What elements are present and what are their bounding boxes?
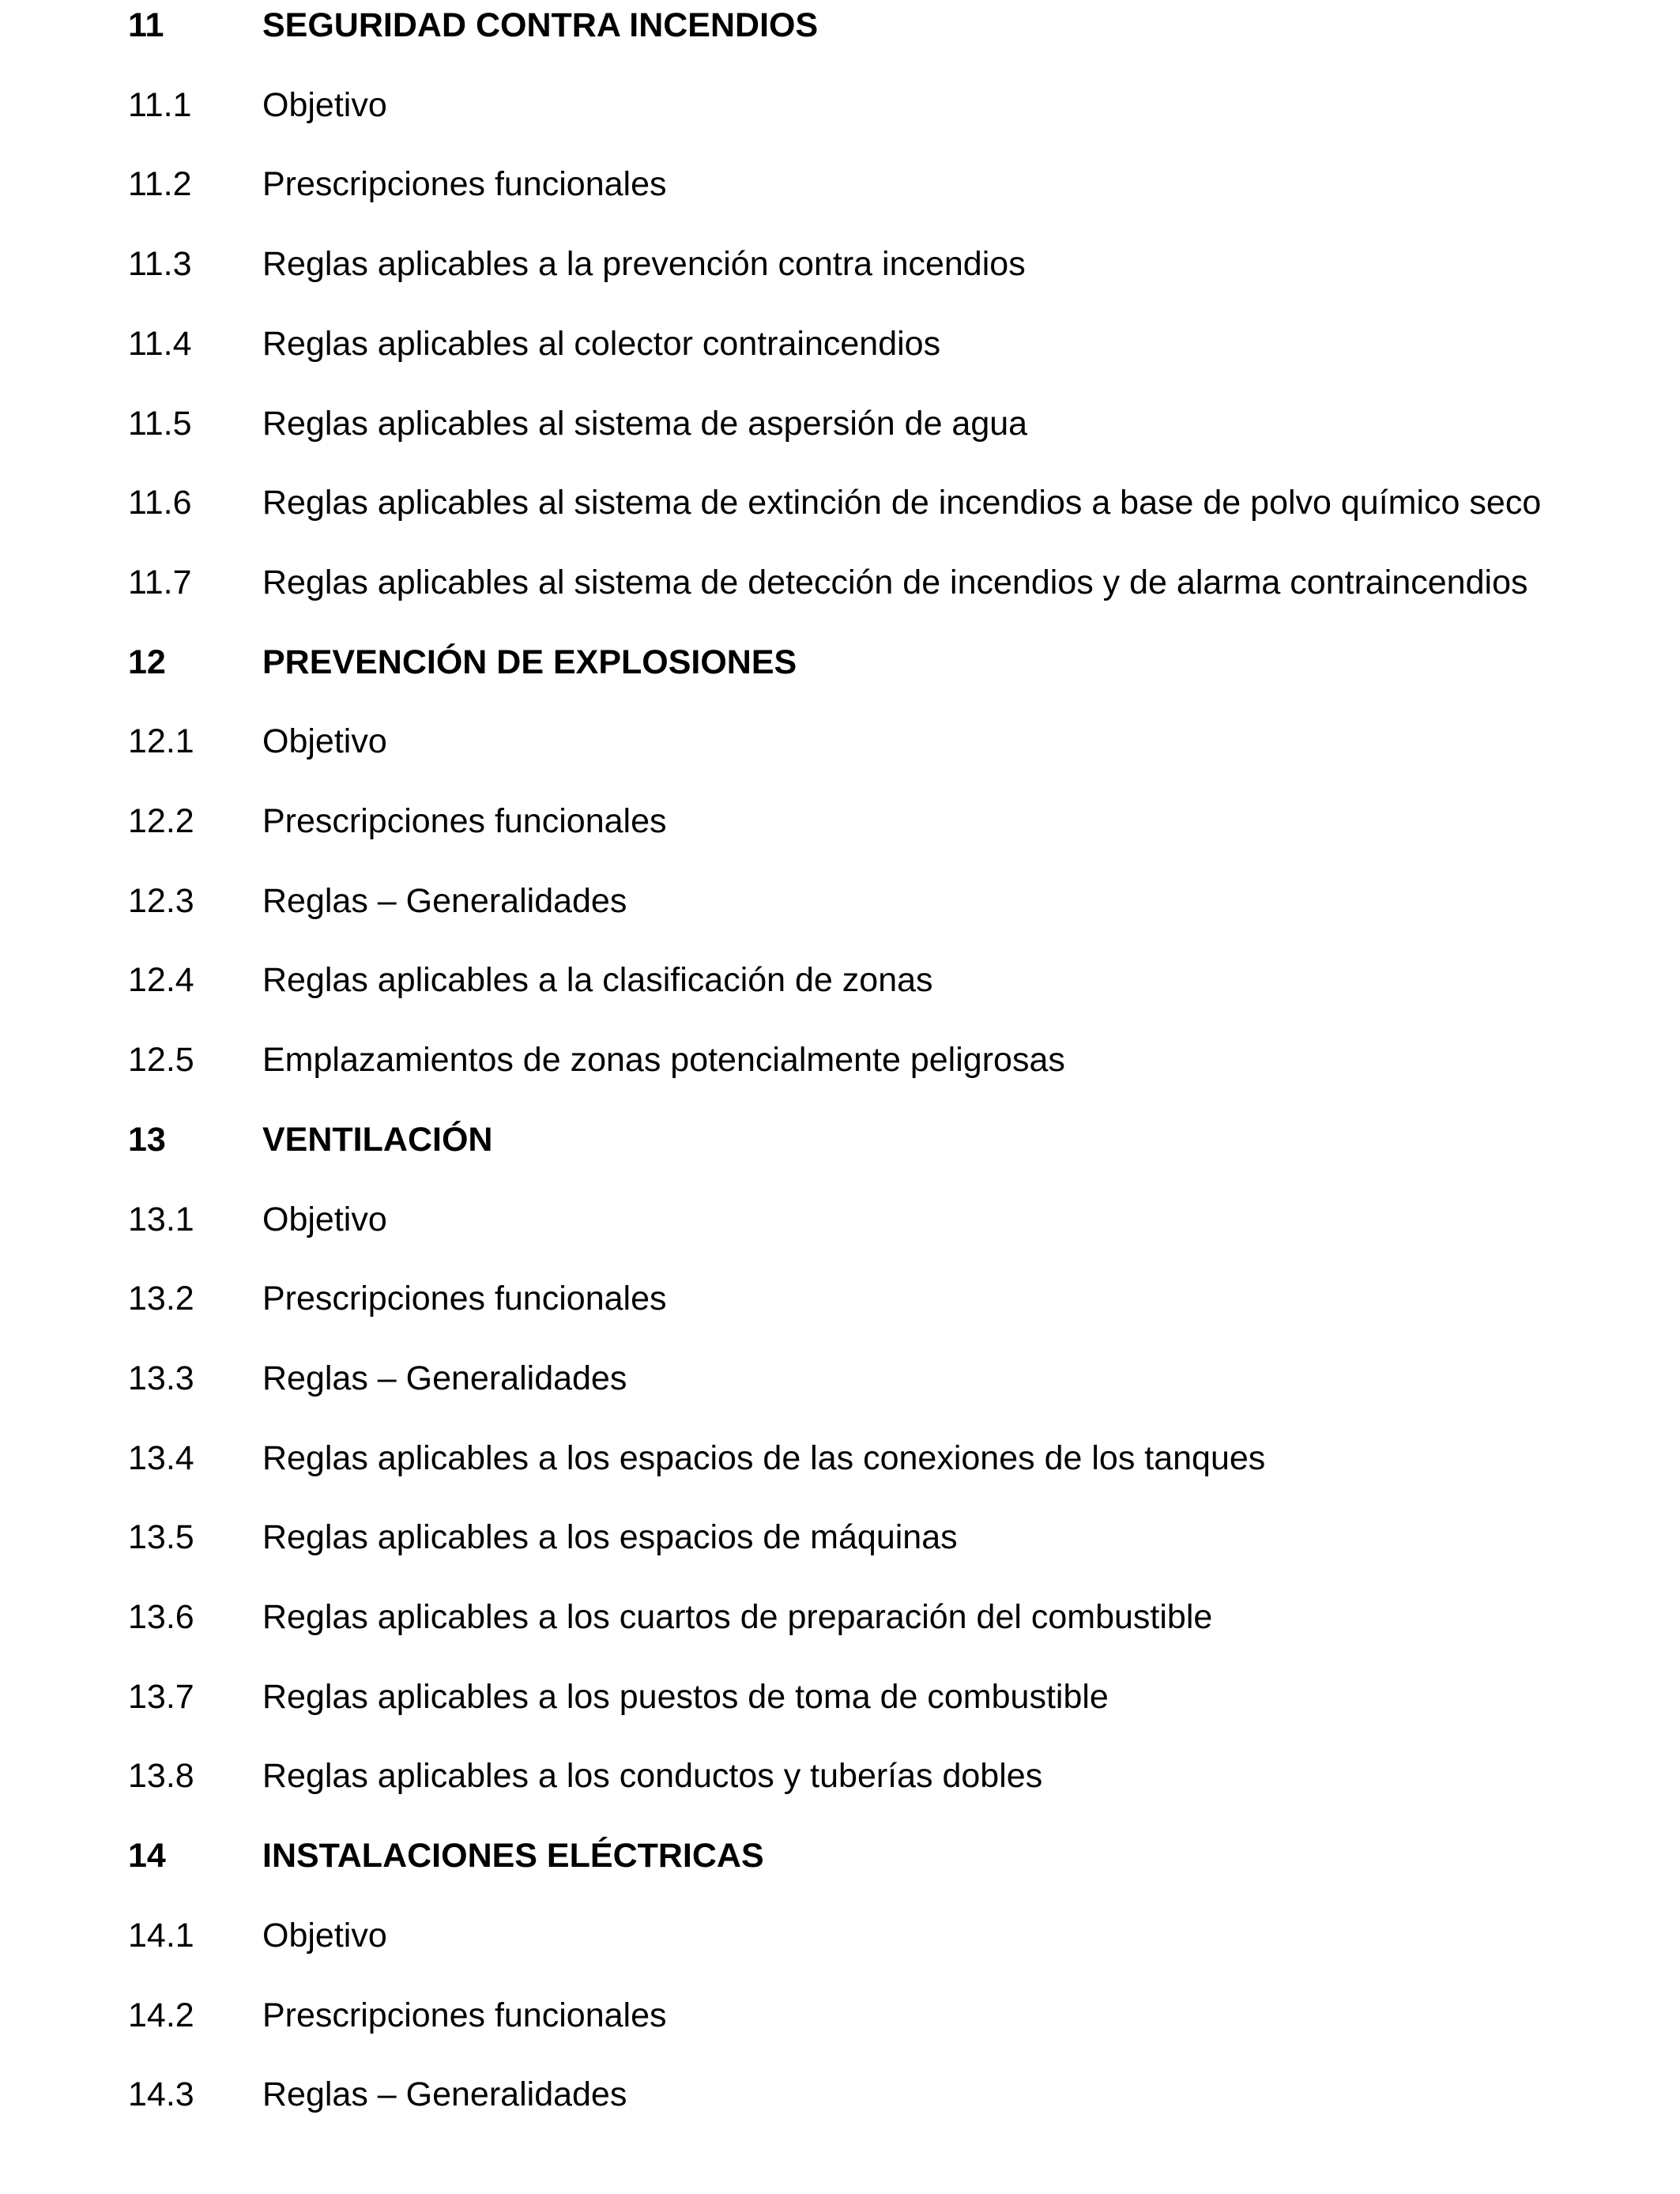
toc-entry-title: INSTALACIONES ELÉCTRICAS (262, 1837, 764, 1875)
toc-entry-title: SEGURIDAD CONTRA INCENDIOS (262, 6, 819, 44)
toc-entry-number: 12.4 (128, 961, 194, 1000)
toc-entry-number: 11.3 (128, 245, 192, 284)
toc-entry-number: 13.8 (128, 1757, 194, 1796)
toc-entry-title: Reglas aplicables a la clasificación de zonas (262, 961, 933, 1000)
toc-entry-title: Emplazamientos de zonas potencialmente peligrosas (262, 1041, 1065, 1080)
toc-entry-title: Reglas – Generalidades (262, 1359, 627, 1397)
toc-entry-number: 13.3 (128, 1359, 194, 1397)
toc-entry (0, 1355, 1680, 1418)
toc-entry-title: Reglas aplicables a la prevención contra incendios (262, 245, 1026, 284)
toc-entry (0, 2071, 1680, 2134)
toc-entry-title: Objetivo (262, 1916, 387, 1955)
toc-section-heading (0, 2, 1680, 65)
toc-entry (0, 877, 1680, 941)
toc-entry-title: Objetivo (262, 1200, 387, 1238)
toc-entry-title: Reglas aplicables a los espacios de máquinas (262, 1518, 958, 1557)
toc-entry (0, 320, 1680, 383)
toc-entry-number: 11 (128, 6, 164, 44)
toc-entry-number: 14 (128, 1837, 166, 1875)
toc-entry-title: Reglas aplicables a los puestos de toma de combustible (262, 1677, 1109, 1716)
toc-entry-title: Reglas aplicables al sistema de aspersión de agua (262, 404, 1028, 443)
toc-section-heading (0, 639, 1680, 702)
toc-entry-title: Reglas aplicables al sistema de extinción de incendios a base de polvo químico seco (262, 484, 1542, 522)
toc-entry-number: 13.1 (128, 1200, 194, 1238)
toc-entry-number: 11.1 (128, 85, 192, 124)
toc-entry-title: Reglas aplicables a los espacios de las conexiones de los tanques (262, 1438, 1266, 1477)
toc-entry (0, 1673, 1680, 1736)
toc-entry-title: Reglas aplicables al colector contraincendios (262, 324, 941, 363)
toc-entry (0, 559, 1680, 622)
toc-entry-title: Reglas aplicables a los conductos y tuberías dobles (262, 1757, 1043, 1796)
toc-entry-number: 11.2 (128, 165, 192, 204)
toc-entry-number: 14.1 (128, 1916, 194, 1955)
toc-section-heading (0, 1116, 1680, 1179)
toc-entry-number: 13 (128, 1120, 166, 1159)
toc-entry-title: VENTILACIÓN (262, 1120, 493, 1159)
toc-entry (0, 240, 1680, 303)
toc-entry (0, 1196, 1680, 1259)
toc-entry-title: Objetivo (262, 722, 387, 761)
toc-entry (0, 1752, 1680, 1815)
toc-entry (0, 718, 1680, 781)
toc-entry-title: Reglas – Generalidades (262, 2075, 627, 2114)
toc-entry-number: 14.2 (128, 1996, 194, 2034)
toc-entry (0, 797, 1680, 861)
toc-entry-title: Reglas aplicables al sistema de detección de incendios y de alarma contraincendios (262, 563, 1528, 601)
toc-entry-number: 12 (128, 643, 166, 681)
toc-entry-number: 14.3 (128, 2075, 194, 2114)
toc-entry-number: 13.7 (128, 1677, 194, 1716)
toc-entry (0, 479, 1680, 542)
toc-entry (0, 400, 1680, 463)
toc-section-heading (0, 1832, 1680, 1895)
toc-entry-number: 13.2 (128, 1280, 194, 1318)
toc-entry-title: Prescripciones funcionales (262, 165, 667, 204)
toc-entry-number: 11.6 (128, 484, 192, 522)
toc-entry (0, 1275, 1680, 1338)
toc-entry-title: Prescripciones funcionales (262, 802, 667, 840)
toc-entry-number: 13.4 (128, 1438, 194, 1477)
toc-entry-number: 13.5 (128, 1518, 194, 1557)
toc-entry-title: Prescripciones funcionales (262, 1996, 667, 2034)
toc-entry-title: Prescripciones funcionales (262, 1280, 667, 1318)
toc-entry (0, 1434, 1680, 1498)
toc-entry-number: 13.6 (128, 1598, 194, 1636)
toc-entry-number: 11.5 (128, 404, 192, 443)
toc-entry (0, 1514, 1680, 1577)
toc-entry-number: 11.7 (128, 563, 192, 601)
toc-entry-title: Objetivo (262, 85, 387, 124)
toc-entry (0, 1036, 1680, 1099)
toc-entry (0, 956, 1680, 1020)
toc-entry-title: Reglas aplicables a los cuartos de preparación del combustible (262, 1598, 1213, 1636)
toc-entry-number: 12.5 (128, 1041, 194, 1080)
toc-entry-title: PREVENCIÓN DE EXPLOSIONES (262, 643, 797, 681)
toc-entry (0, 1992, 1680, 2055)
toc-entry-number: 12.3 (128, 881, 194, 920)
toc-entry-title: Reglas – Generalidades (262, 881, 627, 920)
toc-entry (0, 1593, 1680, 1657)
toc-entry (0, 1912, 1680, 1975)
toc-entry-number: 12.2 (128, 802, 194, 840)
toc-entry (0, 160, 1680, 224)
toc-entry-number: 12.1 (128, 722, 194, 761)
toc-entry (0, 81, 1680, 145)
toc-entry-number: 11.4 (128, 324, 192, 363)
